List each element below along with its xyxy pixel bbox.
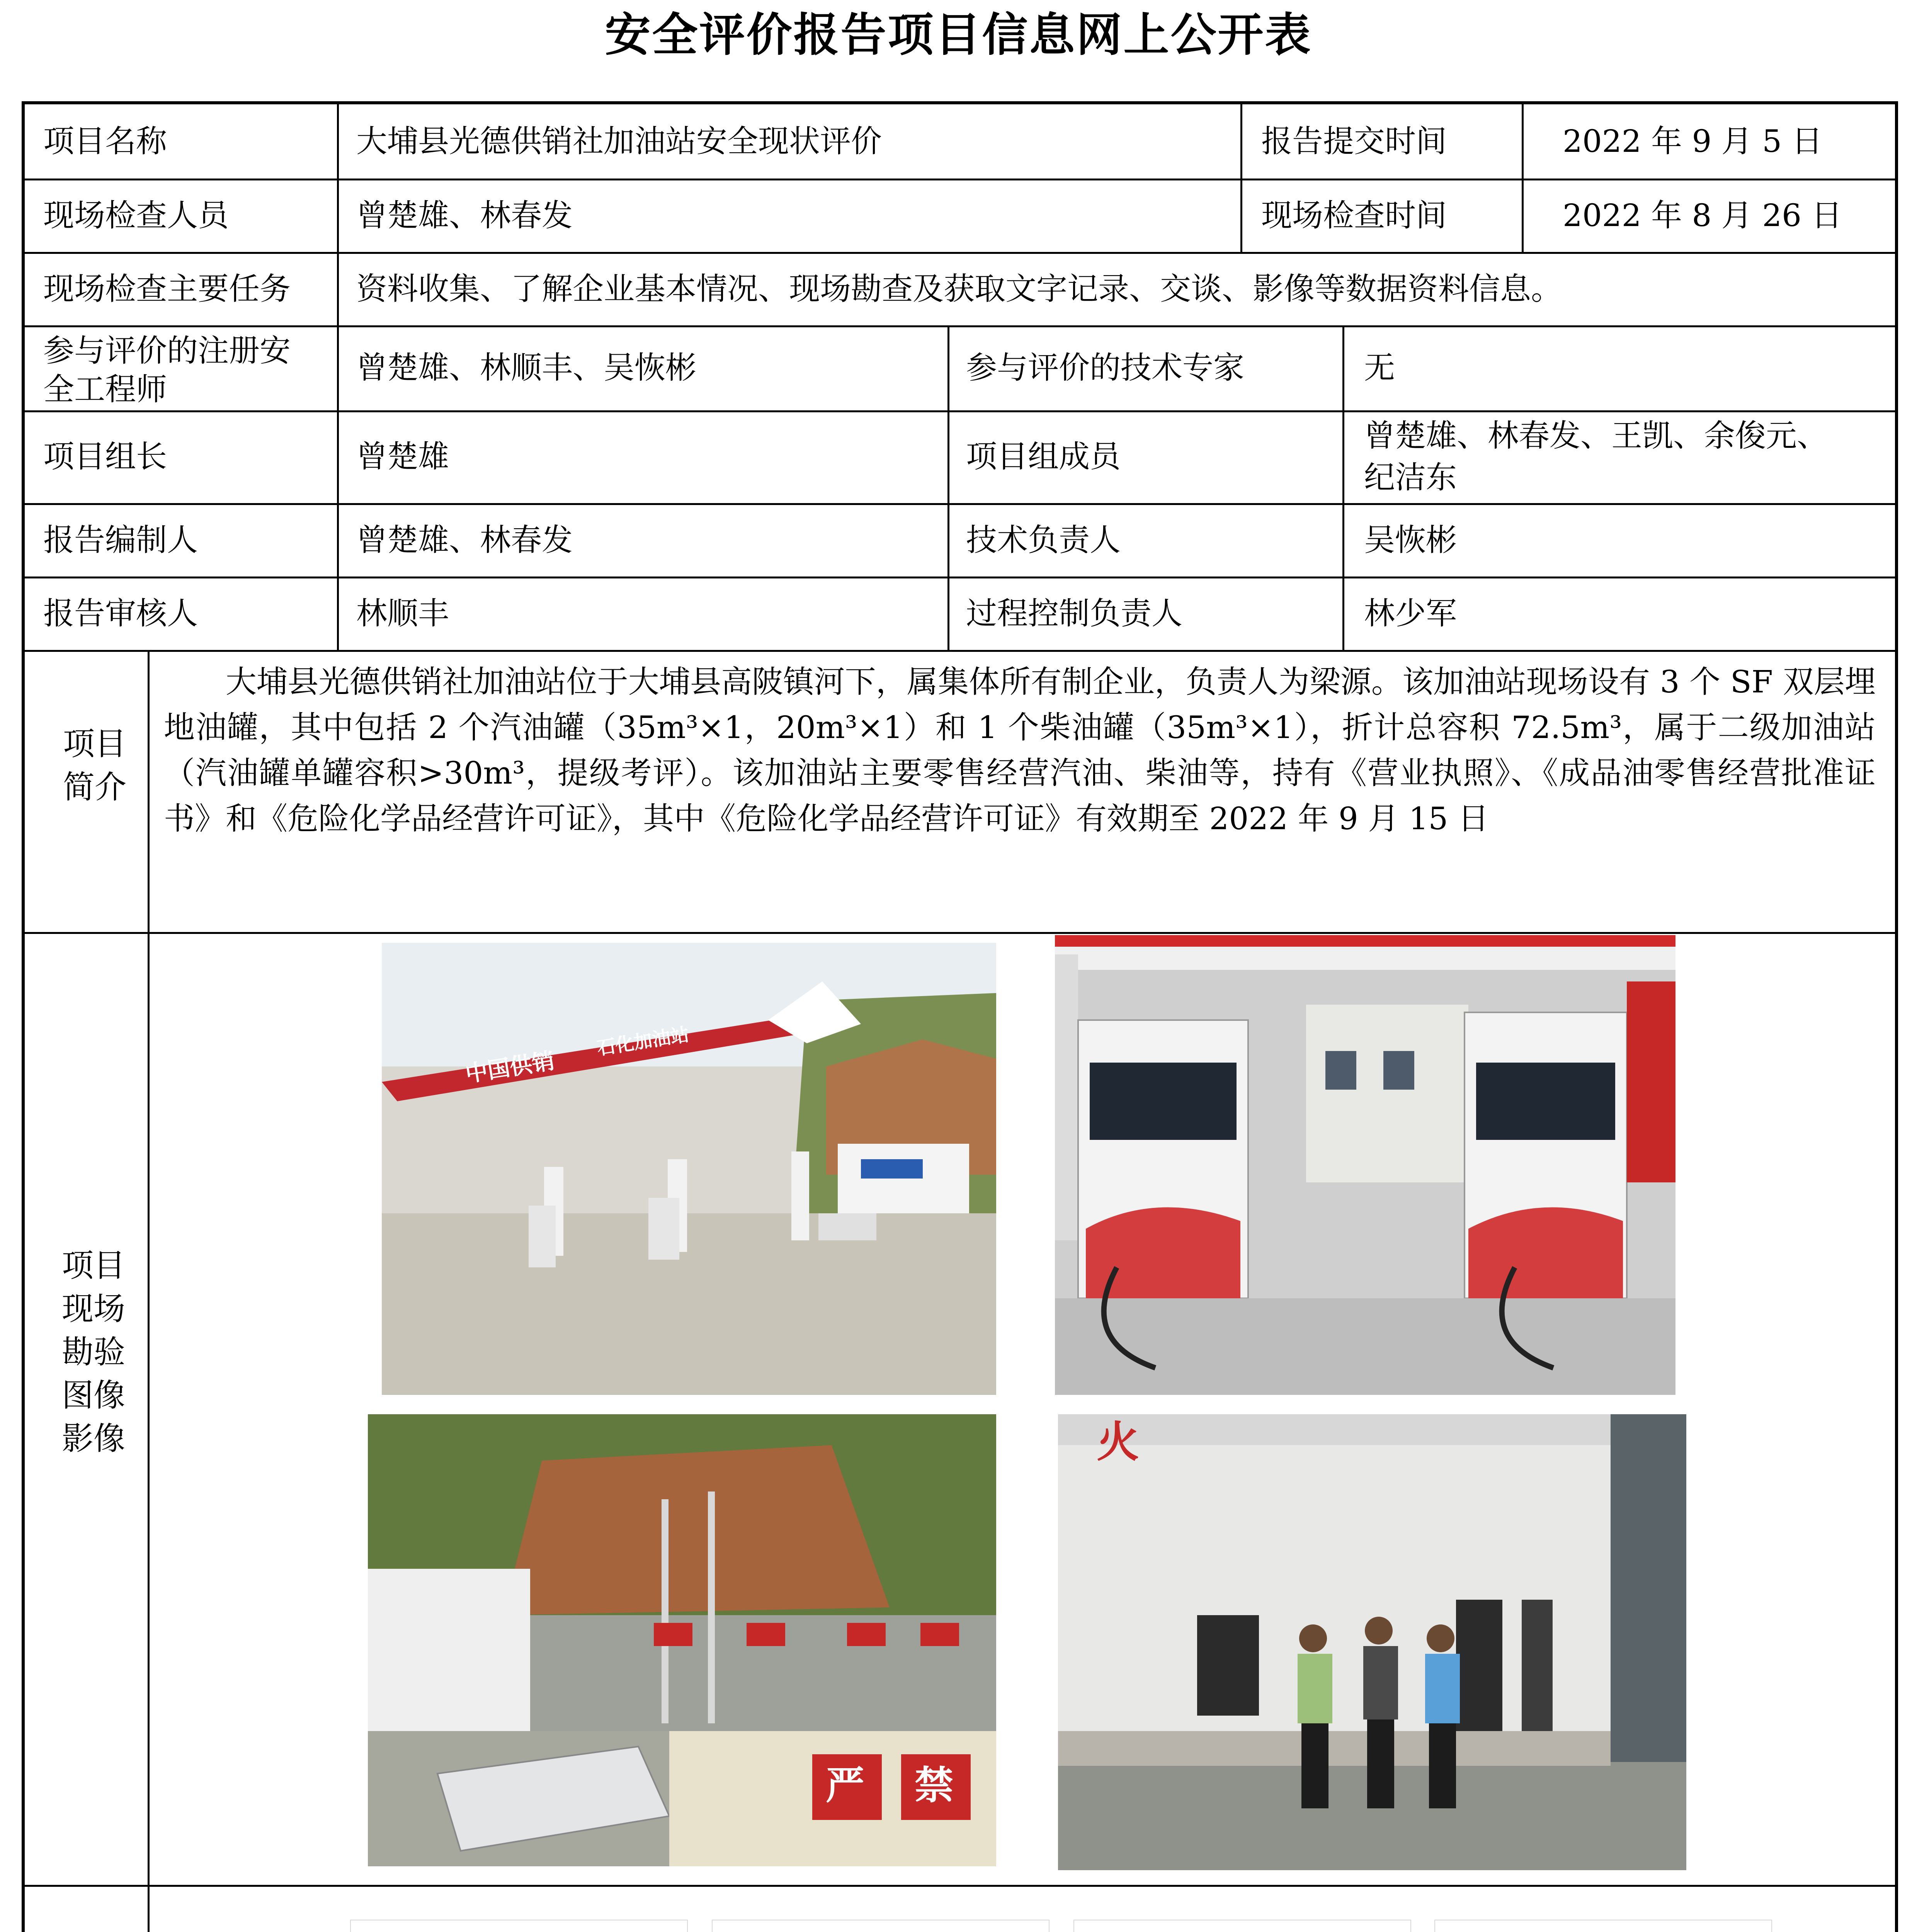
value-members: 曾楚雄、林春发、王凯、余俊元、 — [1364, 418, 1828, 454]
label-inspect-time: 现场检查时间 — [1261, 197, 1447, 233]
label-compiler: 报告编制人 — [43, 522, 198, 558]
photo-tank-area — [368, 1414, 996, 1866]
label-engineers: 参与评价的注册安 — [43, 333, 291, 369]
row-divider — [25, 252, 1895, 254]
label-reviewer: 报告审核人 — [43, 595, 198, 631]
row-divider — [25, 410, 1895, 412]
label-main-task: 现场检查主要任务 — [43, 271, 291, 307]
row-divider — [25, 932, 1895, 934]
label-experts: 参与评价的技术专家 — [966, 350, 1244, 386]
col-divider — [1342, 325, 1344, 650]
page-title: 安全评价报告项目信息网上公开表 — [605, 8, 1312, 61]
label-project-name: 项目名称 — [43, 123, 167, 159]
value-submit-time: 2022 年 9 月 5 日 — [1563, 123, 1823, 159]
row-divider — [25, 325, 1895, 327]
col-divider — [1522, 104, 1524, 252]
row-divider — [25, 577, 1895, 578]
value-engineers: 曾楚雄、林顺丰、吴恢彬 — [356, 350, 696, 386]
intro-text: 大埔县光德供销社加油站位于大埔县高陂镇河下，属集体所有制企业，负责人为梁源。该加油站现场设有 3 个 SF 双层埋地油罐，其中包括 2 个汽油罐（35m³×1，20m³×1）和 1 个柴油罐（35m³×1），折计总容积 72.5m³，属于二级加油站（汽油罐单罐容积>30m³，提级考评）。该加油站主要零售经营汽油、柴油等，持有《营业执照》、《成品油零售经营批准证书》和《危险化学品经营许可证》，其中《危险化学品经营许可证》有效期至 2022 年 9 月 15 日 — [164, 664, 1876, 837]
col-divider — [1240, 104, 1242, 252]
report-staff-page — [713, 1920, 1049, 1932]
value-compiler: 曾楚雄、林春发 — [356, 522, 573, 558]
value-experts: 无 — [1364, 350, 1395, 386]
col-divider — [148, 650, 150, 1932]
photo-fuel-dispensers — [1055, 935, 1675, 1395]
label-submit-time: 报告提交时间 — [1261, 123, 1447, 159]
canopy-brand-text: 中国供销 — [463, 1047, 556, 1087]
label-photos: 项目现场勘验图像影像 — [62, 1247, 126, 1457]
row-divider — [25, 179, 1895, 180]
label-members: 项目组成员 — [966, 439, 1121, 474]
photo-station-canopy — [382, 943, 996, 1395]
label-leader: 项目组长 — [43, 439, 167, 474]
row-divider — [25, 650, 1895, 652]
value-reviewer: 林顺丰 — [356, 595, 449, 631]
value-main-task: 资料收集、了解企业基本情况、现场勘查及获取文字记录、交谈、影像等数据资料信息。 — [356, 271, 1562, 307]
label-inspectors: 现场检查人员 — [43, 197, 229, 233]
label-process-ctrl: 过程控制负责人 — [966, 595, 1182, 631]
label-engineers-2: 全工程师 — [43, 371, 167, 407]
photo-inspection-team — [1058, 1414, 1686, 1870]
col-divider — [947, 325, 949, 650]
label-intro: 项目简介 — [63, 726, 126, 806]
row-divider — [25, 503, 1895, 505]
value-inspectors: 曾楚雄、林春发 — [356, 197, 573, 233]
label-tech-lead: 技术负责人 — [966, 522, 1121, 558]
report-preface-page — [1074, 1920, 1410, 1932]
row-divider — [25, 1885, 1895, 1887]
sign-fire-text: 火 — [1097, 1417, 1139, 1467]
value-tech-lead: 吴恢彬 — [1364, 522, 1457, 558]
value-leader: 曾楚雄 — [356, 439, 449, 474]
info-table — [22, 101, 1898, 1932]
report-conclusion-page — [1435, 1920, 1771, 1932]
sign-strict-text: 严 — [826, 1763, 864, 1808]
value-project-name: 大埔县光德供销社加油站安全现状评价 — [356, 123, 882, 159]
canopy-sub-text: 石化加油站 — [595, 1023, 691, 1060]
value-inspect-time: 2022 年 8 月 26 日 — [1563, 197, 1842, 233]
report-cover-page — [351, 1920, 687, 1932]
sign-forbid-text: 禁 — [915, 1763, 953, 1808]
value-members-2: 纪洁东 — [1364, 459, 1457, 495]
col-divider — [337, 104, 339, 650]
value-process-ctrl: 林少军 — [1364, 595, 1457, 631]
